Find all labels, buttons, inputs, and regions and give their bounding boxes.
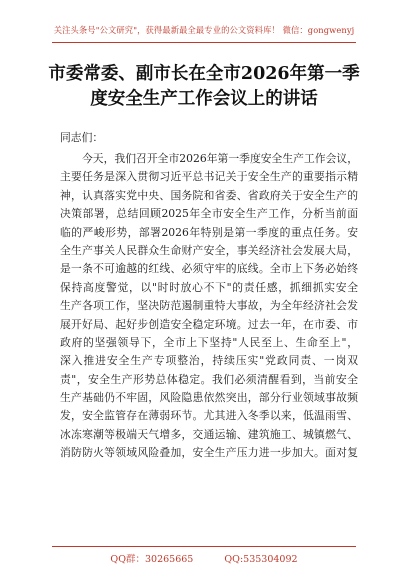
footer-divider (52, 546, 356, 547)
title-line: 市委常委、副市长在全市2026年第一季 (48, 64, 360, 84)
body-text (60, 150, 358, 463)
body-line: 临的严峻形势，部署2026年特别是第一季度的重点任务。安 (60, 225, 358, 239)
footer-qq-group: QQ群：30265665 (110, 554, 194, 565)
body-line: 主要任务是深入贯彻习近平总书记关于安全生产的重要指示精 (60, 170, 358, 184)
body-line: 展开好局、起好步创造安全稳定环境。过去一年，在市委、市 (60, 317, 358, 331)
body-line: 生产各项工作，坚决防范遏制重特大事故，为全年经济社会发 (60, 299, 358, 313)
header-divider (52, 42, 356, 43)
footer-qq: QQ:535304092 (224, 554, 298, 565)
footer-contact (0, 551, 408, 565)
document-title (40, 62, 368, 112)
body-line: 今天，我们召开全市2026年第一季度安全生产工作会议， (82, 152, 358, 165)
body-line: 生产基础仍不牢固，风险隐患依然突出，部分行业领域事故频 (60, 391, 358, 405)
title-line: 度安全生产工作会议上的讲话 (90, 89, 318, 109)
body-line: 保持高度警觉，以"时时放心不下"的责任感，抓细抓实安全 (60, 280, 358, 294)
body-line: 是一条不可逾越的红线、必须守牢的底线。全市上下务必始终 (60, 262, 358, 276)
body-line: 决策部署，总结回顾2025年全市安全生产工作，分析当前面 (60, 207, 358, 221)
body-line: 深入推进安全生产专项整治，持续压实"党政同责、一岗双 (60, 354, 358, 368)
salutation: 同志们： (60, 131, 104, 144)
body-line: 神，认真落实党中央、国务院和省委、省政府关于安全生产的 (60, 188, 358, 202)
body-line: 责"，安全生产形势总体稳定。我们必须清醒看到，当前安全 (60, 372, 358, 386)
body-line: 消防防火等领域风险叠加，安全生产压力进一步加大。面对复 (60, 446, 358, 460)
header-promo-note: 关注头条号"公文研究"，获得最新最全最专业的公文资料库！ 微信：gongwenyj (53, 25, 355, 35)
body-line: 政府的坚强领导下，全市上下坚持"人民至上、生命至上"， (60, 335, 358, 349)
body-line: 发，安全监管存在薄弱环节。尤其进入冬季以来，低温雨雪、 (60, 409, 358, 423)
body-line: 冰冻寒潮等极端天气增多，交通运输、建筑施工、城镇燃气、 (60, 427, 358, 441)
body-line: 全生产事关人民群众生命财产安全，事关经济社会发展大局， (60, 243, 358, 257)
